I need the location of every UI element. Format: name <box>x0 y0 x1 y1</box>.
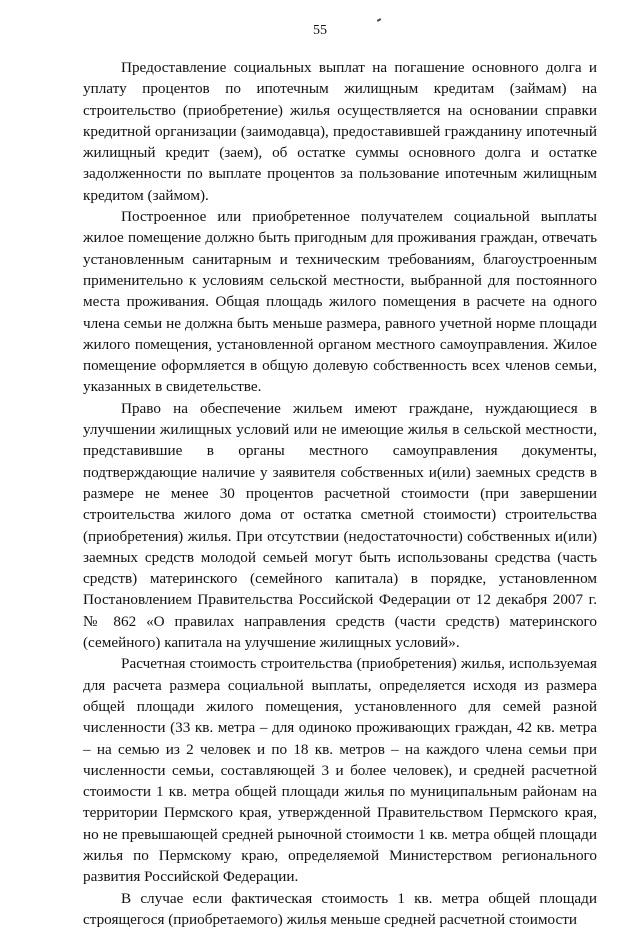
paragraph-cost-calculation: Расчетная стоимость строительства (приобретения) жилья, используемая для расчета размера социальной выплаты, определяется исходя из размера общей площади жилого помещения, установленного для семей разной численности (33 кв. метра – для одиноко проживающих граждан, 42 кв. метра – на семью из 2 человек и по 18 кв. метров – на каждого члена семьи при численности семьи, составляющей 3 и более человек), и средней расчетной стоимости 1 кв. метра общей площади жилья по муниципальным районам на территории Пермского края, утвержденной Правительством Пермского края, но не превышающей средней рыночной стоимости 1 кв. метра общей площади жилья по Пермскому краю, определяемой Министерством регионального развития Российской Федерации. <box>83 655 597 886</box>
paragraph-housing-requirements: Построенное или приобретенное получателем социальной выплаты жилое помещение должно быть пригодным для проживания граждан, отвечать установленным санитарным и техническим требованиям, благоустроенным применительно к условиям сельской местности, выбранной для постоянного места проживания. Общая площадь жилого помещения в расчете на одного члена семьи не должна быть меньше размера, равного учетной норме площади жилого помещения, установленной органом местного самоуправления. Жилое помещение оформляется в общую долевую собственность всех членов семьи, указанных в свидетельстве. <box>83 208 597 396</box>
page-number: 55 <box>313 23 327 38</box>
document-body <box>83 57 597 930</box>
paragraph-eligibility: Право на обеспечение жильем имеют граждане, нуждающиеся в улучшении жилищных условий или не имеющие жилья в сельской местности, представившие в органы местного самоуправления документы, подтверждающие наличие у заявителя собственных и(или) заемных средств в размере не менее 30 процентов расчетной стоимости (при завершении строительства жилого дома от остатка сметной стоимости) строительства (приобретения) жилья. При отсутствии (недостаточности) собственных и(или) заемных средств молодой семьей могут быть использованы средства (часть средств) материнского (семейного капитала) в порядке, установленном Постановлением Правительства Российской Федерации от 12 декабря 2007 г. № 862 «О правилах направления средств (части средств) материнского (семейного) капитала на улучшение жилищных условий». <box>83 399 597 652</box>
paragraph-mortgage-payments: Предоставление социальных выплат на погашение основного долга и уплату процентов по ипотечным жилищным кредитам (займам) на строительство (приобретение) жилья осуществляется на основании справки кредитной организации (заимодавца), предоставившей гражданину ипотечный жилищный кредит (заем), об остатке суммы основного долга и остатке задолженности по выплате процентов за пользование ипотечным жилищным кредитом (займом). <box>83 59 597 204</box>
paragraph-actual-cost: В случае если фактическая стоимость 1 кв. метра общей площади строящегося (приобретаемого) жилья меньше средней расчетной стоимости <box>83 889 597 928</box>
